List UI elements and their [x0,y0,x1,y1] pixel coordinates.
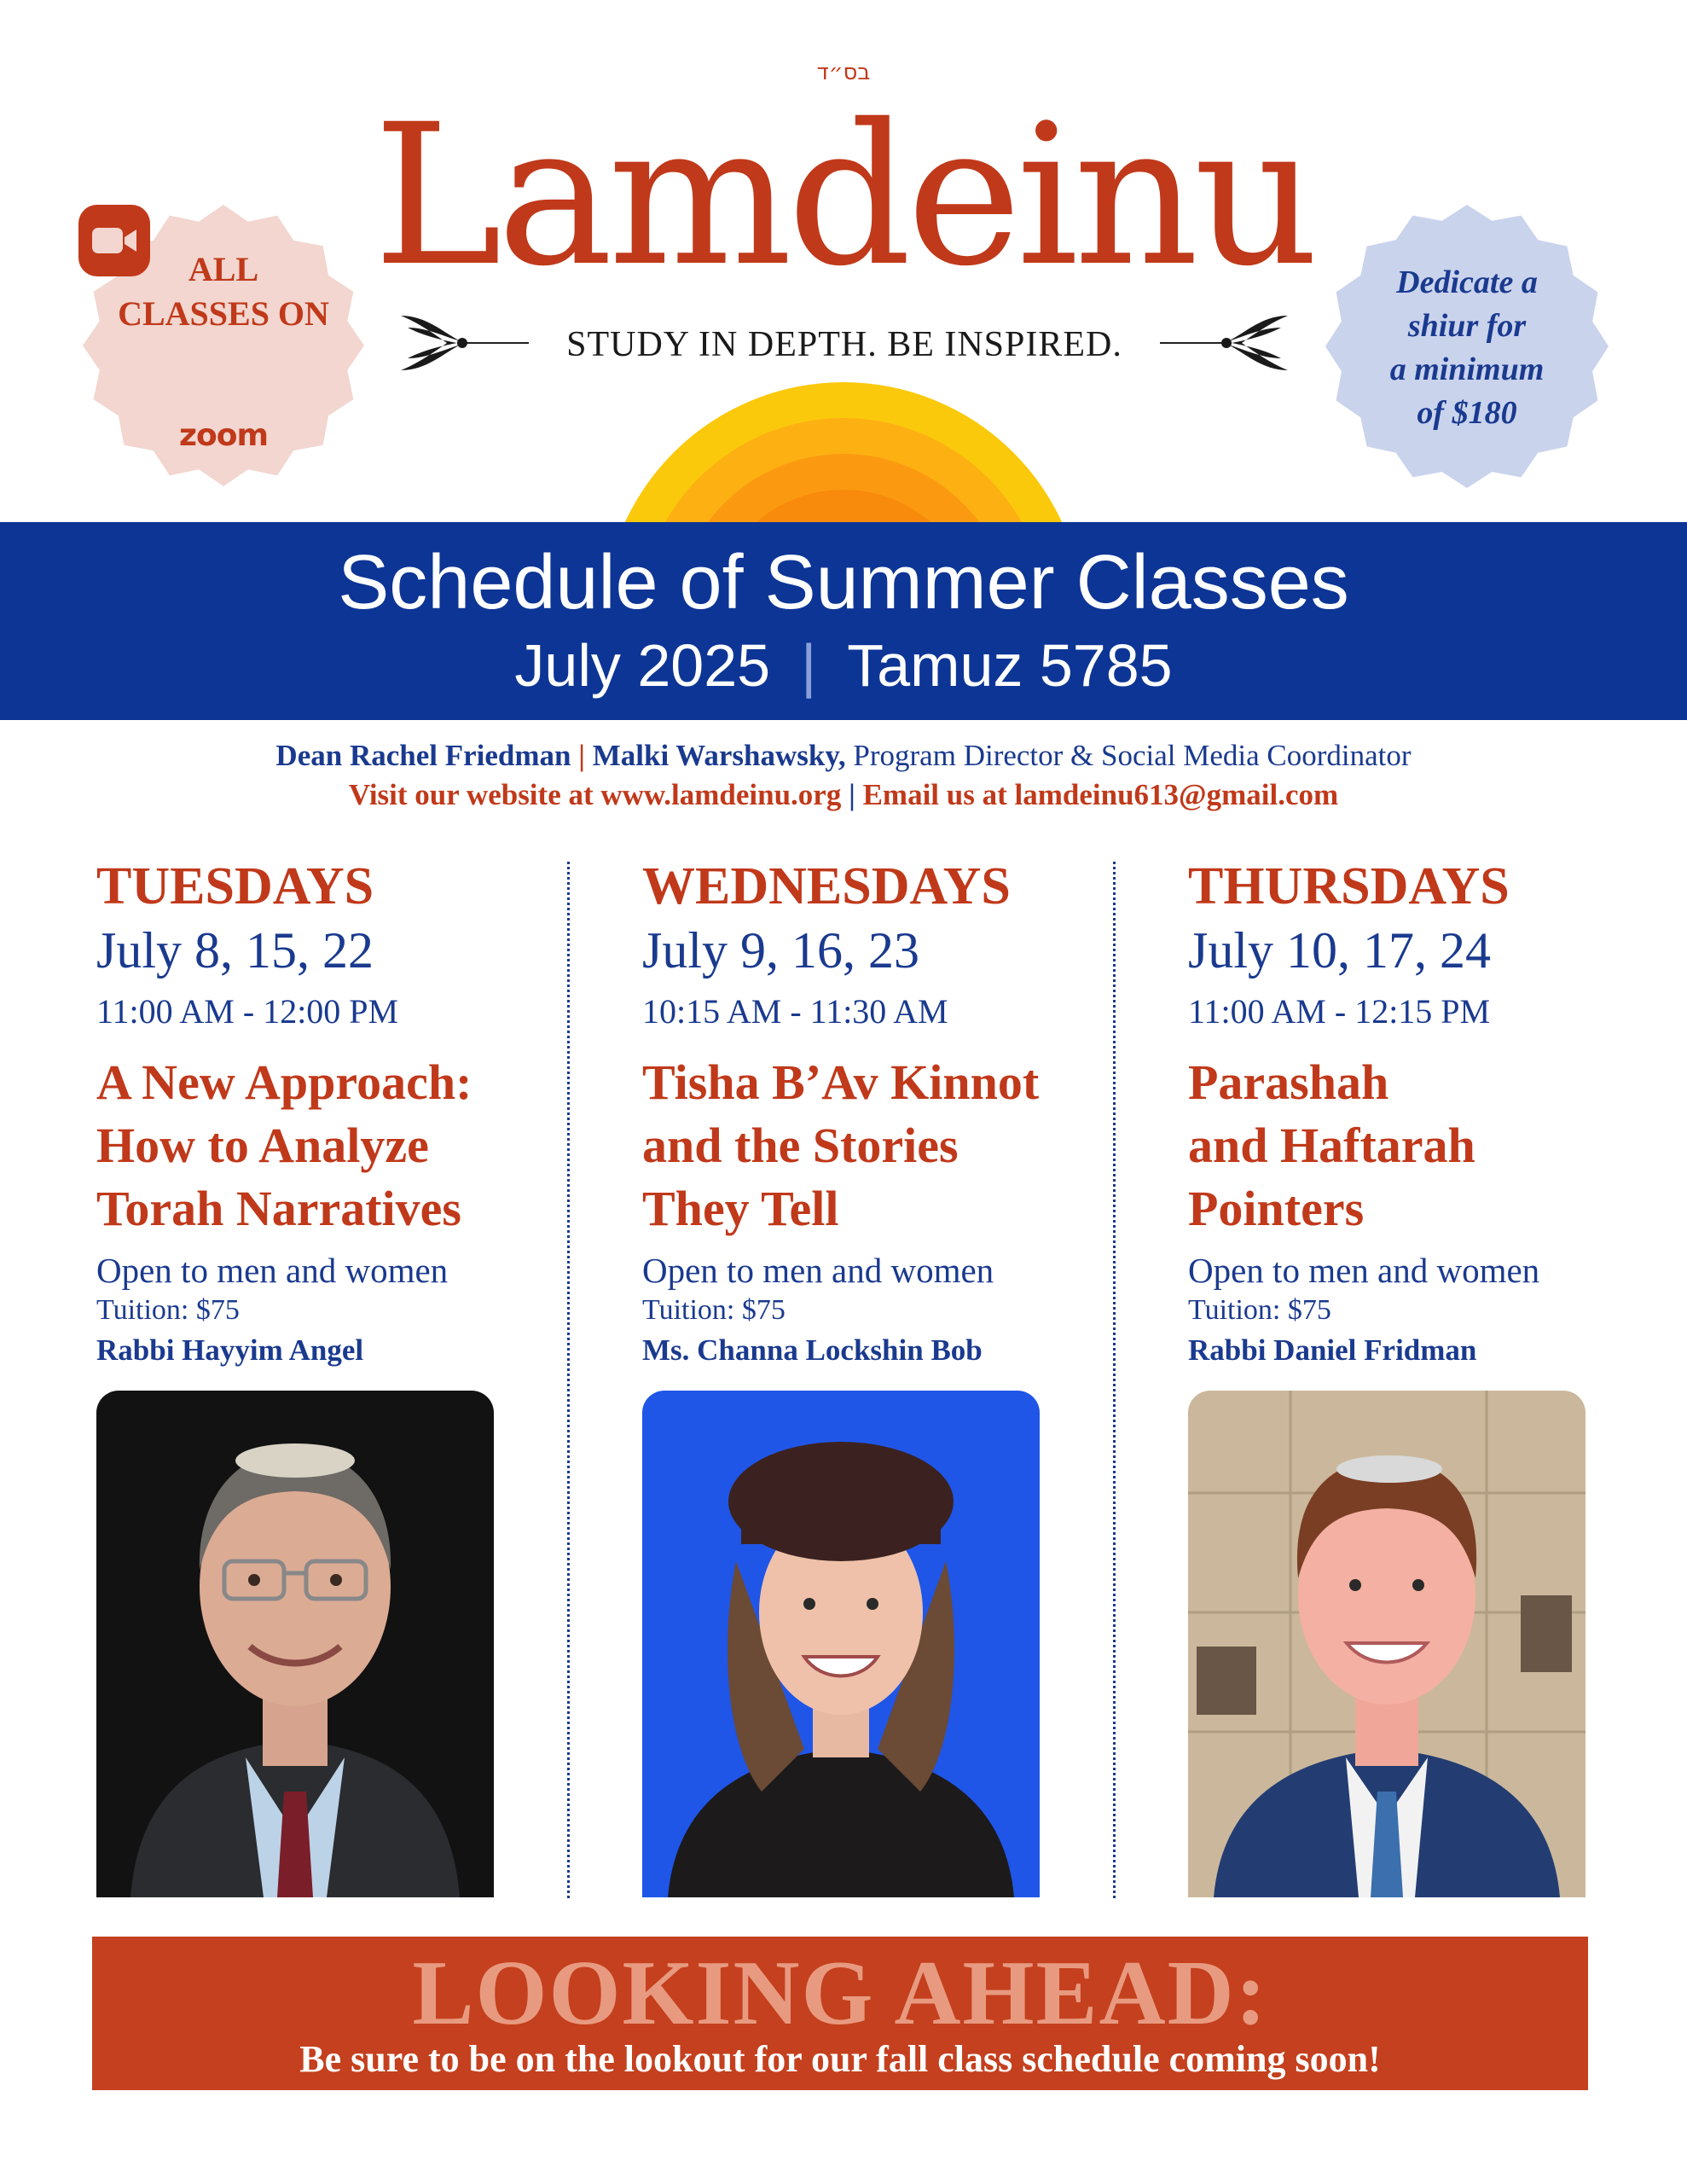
class-dates: July 8, 15, 22 [96,922,374,979]
class-title [642,1051,1086,1240]
dedicate-line2: shiur for [1407,308,1527,344]
zoom-camera-icon [78,205,150,276]
bsd-heading: בס״ד [816,60,871,85]
class-dates: July 10, 17, 24 [1188,922,1492,979]
class-title-line: How to Analyze [96,1118,429,1173]
director-role: Program Director & Social Media Coordinator [845,739,1412,772]
class-time: 10:15 AM - 11:30 AM [642,992,948,1031]
class-title-line: Pointers [1188,1181,1365,1236]
website-link[interactable]: Visit our website at www.lamdeinu.org [348,778,842,811]
class-day: TUESDAYS [96,857,374,915]
class-dates: July 9, 16, 23 [642,922,920,979]
zoom-badge-line2: CLASSES ON [118,294,329,333]
class-time: 11:00 AM - 12:15 PM [1188,992,1491,1031]
class-title-line: and Haftarah [1188,1118,1475,1173]
class-audience: Open to men and women [1188,1251,1540,1290]
contact-line [0,778,1687,812]
class-day: THURSDAYS [1188,857,1510,915]
banner-title: Schedule of Summer Classes [338,540,1349,625]
page-title: Lamdeinu [373,82,1314,309]
dean-name: Dean Rachel Friedman [275,739,571,772]
schedule-banner [0,522,1687,720]
zoom-badge [78,205,368,486]
class-title-line: and the Stories [642,1118,959,1173]
zoom-logo-word: zoom [179,418,268,453]
portrait-woman-beret-icon [642,1391,1040,1897]
class-teacher: Ms. Channa Lockshin Bob [642,1333,983,1367]
class-audience: Open to men and women [96,1251,449,1290]
instructor-photo-bob [642,1391,1040,1897]
banner-subtitle [0,631,1687,700]
zoom-badge-line1: ALL [188,250,259,288]
class-day: WEDNESDAYS [642,857,1011,915]
class-time: 11:00 AM - 12:00 PM [96,992,399,1031]
rising-sun-icon [597,375,1090,522]
dedicate-badge-text [1322,261,1612,435]
portrait-man-suit-icon [1188,1391,1586,1897]
tagline: STUDY IN DEPTH. BE INSPIRED. [566,325,1122,364]
instructor-photo-angel [96,1391,494,1897]
portrait-man-glasses-icon [96,1391,494,1897]
banner-month: July 2025 [514,632,771,699]
class-tuition: Tuition: $75 [96,1294,240,1326]
class-title-line: They Tell [642,1181,839,1236]
class-tuition: Tuition: $75 [642,1294,786,1326]
dedicate-line3: a minimum [1389,351,1545,387]
class-title-line: Torah Narratives [96,1181,461,1236]
contact-pipe: | [849,778,855,811]
class-column-wednesday [642,853,1086,1372]
column-divider [1113,862,1116,1898]
dedicate-badge [1322,201,1612,491]
class-column-thursday [1188,853,1632,1372]
class-title [1188,1051,1632,1240]
looking-ahead-subtitle: Be sure to be on the lookout for our fall class schedule coming soon! [299,2038,1381,2080]
credits-pipe: | [578,739,585,772]
class-column-tuesday [96,853,540,1372]
banner-hebrew-month: Tamuz 5785 [847,632,1173,699]
dedicate-line4: of $180 [1417,395,1517,431]
banner-separator: | [801,632,817,699]
class-teacher: Rabbi Daniel Fridman [1188,1333,1477,1367]
looking-ahead-title: LOOKING AHEAD: [412,1943,1268,2044]
class-title-line: A New Approach: [96,1054,472,1110]
email-link[interactable]: Email us at lamdeinu613@gmail.com [862,778,1339,811]
column-divider [567,862,570,1898]
staff-credits [0,739,1687,773]
class-title-line: Parashah [1188,1054,1389,1110]
class-title [96,1051,540,1240]
director-name: Malki Warshawsky, [592,739,846,772]
instructor-photo-fridman [1188,1391,1586,1897]
class-audience: Open to men and women [642,1251,994,1290]
looking-ahead-banner [92,1937,1588,2090]
class-title-line: Tisha B’Av Kinnot [642,1054,1040,1110]
class-tuition: Tuition: $75 [1188,1294,1331,1326]
dedicate-line1: Dedicate a [1396,264,1538,300]
class-teacher: Rabbi Hayyim Angel [96,1333,364,1367]
